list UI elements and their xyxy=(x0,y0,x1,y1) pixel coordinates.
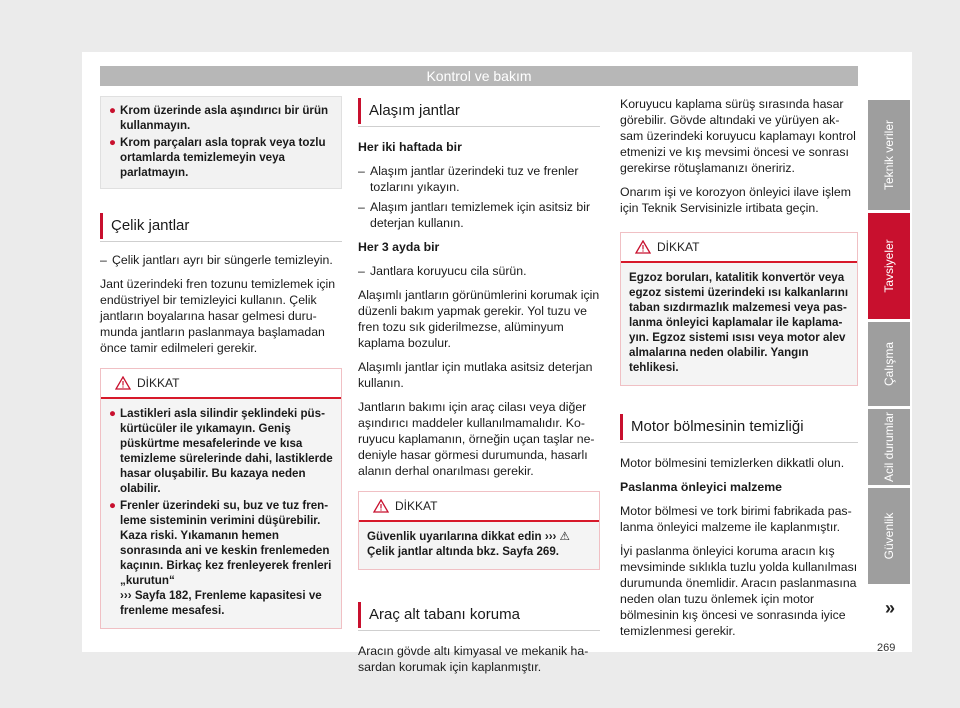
paragraph: Alaşımlı jantların görünümlerini korumak için düzenli bakım yapmak gerekir. Yol tuzu ve fren tozu sık giderilmezse, alüminyum kaplama bozulur. xyxy=(358,288,600,350)
warning-triangle-icon xyxy=(115,376,131,390)
section-marker xyxy=(358,98,361,124)
paragraph: Motor bölmesini temizlerken dikkatli olun. xyxy=(620,456,845,470)
list-item: – Jantlara koruyucu cila sürün. xyxy=(358,264,527,278)
warning-body: Güvenlik uyarılarına dikkat edin ››› ⚠ Çelik jantlar altında bkz. Sayfa 269. xyxy=(367,530,571,558)
list-item: – Çelik jantları ayrı bir süngerle temizleyin. xyxy=(100,253,333,267)
warning-body xyxy=(101,399,341,628)
paragraph: Koruyucu kaplama sürüş sırasında hasar görebilir. Gövde altındaki ve yürüyen aksam üzerindeki koruyucu kaplamayı kontrol etmenizi ve kış mevsimi öncesi ve sonrası gerekirse rötuşlamanızı öneririz. xyxy=(620,97,856,175)
list-item: ● Frenler üzerindeki su, buz ve tuz frenleme sisteminin verimini düşürebilir. Kaza riski. Yıkamanın hemen sonrasında ani ve keskin frenlemeden kaçının. Birkaç kez frenleyerek frenleri „kurutun“ ››› Sayfa 182, Frenleme kapasitesi ve frenleme mesafesi. xyxy=(109,499,332,617)
section-title-arac-alt-tabani: Araç alt tabanı koruma xyxy=(358,600,600,631)
tab-calisma[interactable]: Çalışma xyxy=(868,322,910,406)
section-marker xyxy=(620,414,623,440)
tab-acil-durumlar[interactable]: Acil durumlar xyxy=(868,409,910,485)
section-marker xyxy=(358,602,361,628)
warning-triangle-icon xyxy=(373,499,389,513)
warning-triangle-icon xyxy=(635,240,651,254)
subheading: Her 3 ayda bir xyxy=(358,240,440,254)
subheading: Paslanma önleyici malzeme xyxy=(620,480,782,494)
paragraph: İyi paslanma önleyici koruma aracın kış mevsiminde sıklıkla tuzlu yolda kullanılması durumunda önemlidir. Aracın paslanmasına neden olan tuzu önlemek için motor bölmesinin kış öncesi ve sonrasında iyice temizlenmesi gerekir. xyxy=(620,544,858,638)
section-title-motor-bolmesi: Motor bölmesinin temizliği xyxy=(620,412,858,443)
warning-header: DİKKAT xyxy=(621,233,857,263)
continue-arrow-icon: » xyxy=(885,598,896,618)
paragraph: Aracın gövde altı kimyasal ve mekanik hasardan korumak için kaplanmıştır. xyxy=(358,644,589,674)
tab-teknik-veriler[interactable]: Teknik veriler xyxy=(868,100,910,210)
paragraph: Motor bölmesi ve tork birimi fabrikada paslanma önleyici malzeme ile kaplanmıştır. xyxy=(620,504,852,534)
tab-guvenlik[interactable]: Güvenlik xyxy=(868,488,910,584)
warning-body: Egzoz boruları, katalitik konvertör veya egzoz sistemi üzerindeki ısı kalkanlarını taban sızdırmazlık malzemesi veya paslanma önleyici kaplamalar ile kaplamayın. Egzoz sistemi ısısı veya motor alev almalarına neden olabilir. Yangın tehlikesi. xyxy=(629,271,849,374)
subheading: Her iki haftada bir xyxy=(358,140,462,154)
warning-header: DİKKAT xyxy=(101,369,341,399)
bullet-icon: ● xyxy=(109,499,117,512)
bullet-icon: ● xyxy=(109,407,117,420)
section-marker xyxy=(100,213,103,239)
warning-box xyxy=(100,368,342,629)
section-title-celik-jantlar: Çelik jantlar xyxy=(100,211,342,242)
bullet-icon: ● xyxy=(109,136,117,149)
paragraph: Onarım işi ve korozyon önleyici ilave işlem için Teknik Servisinizle irtibata geçin. xyxy=(620,185,851,215)
list-item: ● Lastikleri asla silindir şeklindeki püskürtücüler ile yıkamayın. Geniş püskürtme mesafelerinde ve kısa temizleme sürelerinde dahi, lastiklerde hasar oluşabilir. Bu kazaya neden olabilir. xyxy=(109,407,333,495)
page-header: Kontrol ve bakım xyxy=(100,66,858,86)
warning-box xyxy=(620,232,858,386)
tab-tavsiyeler[interactable]: Tavsiyeler xyxy=(868,213,910,319)
list-item: – Alaşım jantlar üzerindeki tuz ve frenler tozlarını yıkayın. xyxy=(358,164,579,194)
column-2 xyxy=(358,96,600,683)
warning-header: DİKKAT xyxy=(359,492,599,522)
warning-box xyxy=(358,491,600,570)
column-1 xyxy=(100,96,342,629)
section-title-alasim-jantlar: Alaşım jantlar xyxy=(358,96,600,127)
list-item: ● Krom üzerinde asla aşındırıcı bir ürün kullanmayın. xyxy=(109,104,329,132)
paragraph: Jantların bakımı için araç cilası veya diğer aşındırıcı maddeler kullanılmamalıdır. Koruyucu kaplamanın, örneğin uçan taşlar nedeniyle hasar görmesi durumunda, hasarlı alanın derhal onarılması gerekir. xyxy=(358,400,595,478)
page-reference-link[interactable]: ››› Sayfa 182, Frenleme kapasitesi ve frenleme mesafesi. xyxy=(120,589,322,617)
list-item: ● Krom parçaları asla toprak veya tozlu ortamlarda temizlemeyin veya parlatmayın. xyxy=(109,136,326,179)
paragraph: Jant üzerindeki fren tozunu temizlemek için endüstriyel bir temizleyici kullanın. Çelik jantların boyalarına hasar gelmesi durumunda jantların paslanmaya başlamadan önce tamir edilmeleri gerekir. xyxy=(100,277,336,355)
page-number: 269 xyxy=(877,642,896,654)
paragraph: Alaşımlı jantlar için mutlaka asitsiz deterjan kullanın. xyxy=(358,360,593,390)
note-box xyxy=(100,96,342,189)
column-3 xyxy=(620,96,858,647)
list-item: – Alaşım jantları temizlemek için asitsiz bir deterjan kullanın. xyxy=(358,200,591,230)
bullet-icon: ● xyxy=(109,104,117,117)
